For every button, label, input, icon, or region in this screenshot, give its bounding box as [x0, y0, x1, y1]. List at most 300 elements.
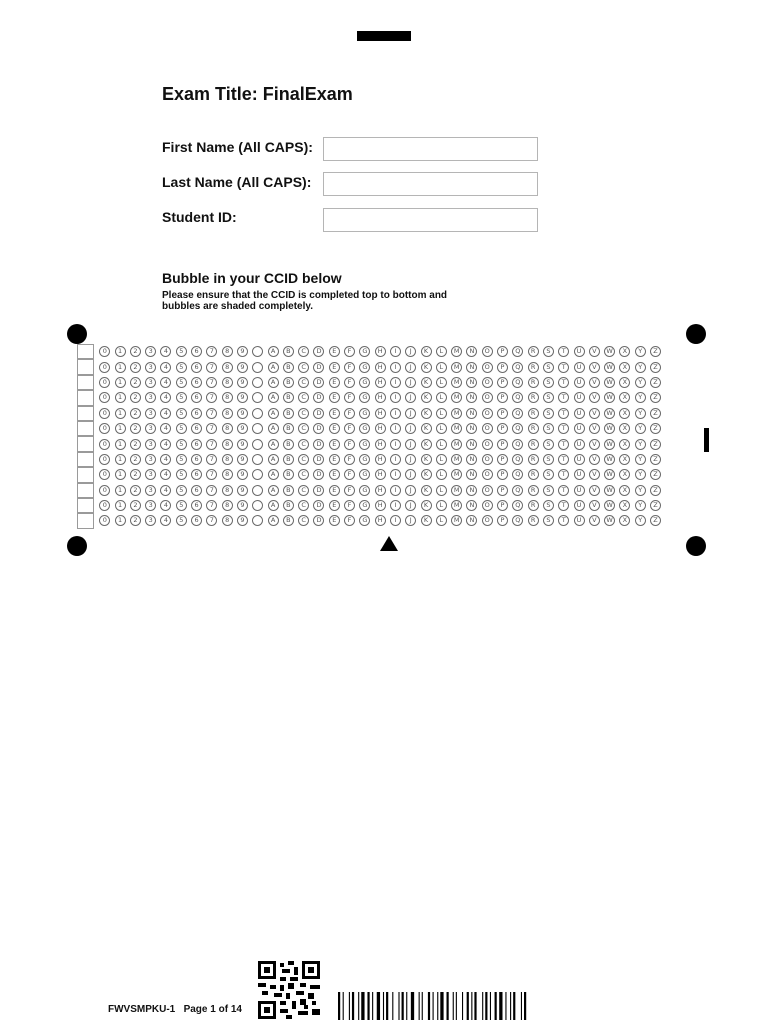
ccid-bubble[interactable]: U: [574, 346, 585, 357]
ccid-bubble[interactable]: E: [329, 423, 340, 434]
ccid-bubble[interactable]: Z: [650, 362, 661, 373]
ccid-bubble[interactable]: J: [405, 377, 416, 388]
ccid-bubble[interactable]: B: [283, 346, 294, 357]
ccid-write-in-box[interactable]: [77, 375, 94, 390]
ccid-bubble[interactable]: X: [619, 500, 630, 511]
ccid-bubble[interactable]: 3: [145, 469, 156, 480]
ccid-bubble[interactable]: K: [421, 362, 432, 373]
ccid-bubble[interactable]: O: [482, 485, 493, 496]
ccid-bubble[interactable]: A: [268, 469, 279, 480]
ccid-bubble[interactable]: X: [619, 439, 630, 450]
ccid-bubble[interactable]: 0: [99, 408, 110, 419]
ccid-bubble[interactable]: 7: [206, 423, 217, 434]
ccid-bubble[interactable]: 3: [145, 500, 156, 511]
ccid-bubble[interactable]: A: [268, 408, 279, 419]
ccid-bubble[interactable]: C: [298, 469, 309, 480]
ccid-bubble[interactable]: B: [283, 377, 294, 388]
ccid-bubble[interactable]: K: [421, 392, 432, 403]
ccid-bubble[interactable]: C: [298, 439, 309, 450]
ccid-bubble[interactable]: H: [375, 439, 386, 450]
ccid-bubble[interactable]: X: [619, 454, 630, 465]
ccid-bubble[interactable]: Z: [650, 346, 661, 357]
ccid-bubble[interactable]: U: [574, 515, 585, 526]
ccid-bubble[interactable]: G: [359, 392, 370, 403]
ccid-bubble[interactable]: Y: [635, 423, 646, 434]
ccid-bubble[interactable]: H: [375, 392, 386, 403]
ccid-bubble[interactable]: L: [436, 439, 447, 450]
ccid-bubble[interactable]: 7: [206, 454, 217, 465]
ccid-bubble[interactable]: 9: [237, 515, 248, 526]
ccid-bubble[interactable]: 6: [191, 515, 202, 526]
ccid-bubble[interactable]: P: [497, 392, 508, 403]
ccid-bubble[interactable]: 5: [176, 515, 187, 526]
ccid-bubble[interactable]: X: [619, 515, 630, 526]
ccid-bubble[interactable]: Y: [635, 454, 646, 465]
ccid-bubble[interactable]: R: [528, 423, 539, 434]
ccid-bubble[interactable]: G: [359, 362, 370, 373]
ccid-bubble[interactable]: 6: [191, 346, 202, 357]
ccid-bubble[interactable]: L: [436, 423, 447, 434]
ccid-bubble[interactable]: 3: [145, 485, 156, 496]
ccid-bubble[interactable]: 3: [145, 346, 156, 357]
ccid-bubble[interactable]: O: [482, 408, 493, 419]
ccid-bubble[interactable]: 5: [176, 392, 187, 403]
ccid-bubble[interactable]: S: [543, 377, 554, 388]
ccid-bubble[interactable]: Q: [512, 392, 523, 403]
ccid-bubble[interactable]: E: [329, 408, 340, 419]
ccid-bubble[interactable]: 7: [206, 392, 217, 403]
ccid-bubble[interactable]: S: [543, 362, 554, 373]
ccid-bubble[interactable]: D: [313, 392, 324, 403]
ccid-bubble[interactable]: 3: [145, 408, 156, 419]
ccid-bubble[interactable]: 0: [99, 469, 110, 480]
ccid-bubble[interactable]: 9: [237, 346, 248, 357]
ccid-bubble[interactable]: 8: [222, 392, 233, 403]
ccid-write-in-box[interactable]: [77, 498, 94, 513]
ccid-bubble[interactable]: Z: [650, 469, 661, 480]
ccid-bubble[interactable]: T: [558, 362, 569, 373]
ccid-bubble[interactable]: I: [390, 362, 401, 373]
ccid-bubble[interactable]: Y: [635, 439, 646, 450]
ccid-bubble[interactable]: 4: [160, 500, 171, 511]
ccid-bubble[interactable]: R: [528, 454, 539, 465]
ccid-bubble[interactable]: E: [329, 377, 340, 388]
ccid-bubble[interactable]: D: [313, 362, 324, 373]
ccid-bubble[interactable]: V: [589, 377, 600, 388]
ccid-bubble[interactable]: U: [574, 439, 585, 450]
ccid-bubble[interactable]: B: [283, 362, 294, 373]
ccid-bubble[interactable]: 4: [160, 515, 171, 526]
ccid-bubble[interactable]: T: [558, 423, 569, 434]
ccid-bubble[interactable]: J: [405, 392, 416, 403]
ccid-bubble[interactable]: I: [390, 377, 401, 388]
ccid-bubble[interactable]: N: [466, 439, 477, 450]
ccid-bubble[interactable]: 6: [191, 423, 202, 434]
ccid-bubble[interactable]: 8: [222, 500, 233, 511]
ccid-bubble[interactable]: 8: [222, 469, 233, 480]
ccid-bubble[interactable]: 4: [160, 469, 171, 480]
ccid-bubble[interactable]: W: [604, 485, 615, 496]
ccid-bubble[interactable]: 5: [176, 500, 187, 511]
ccid-bubble[interactable]: J: [405, 500, 416, 511]
ccid-bubble[interactable]: C: [298, 423, 309, 434]
ccid-bubble[interactable]: R: [528, 439, 539, 450]
ccid-bubble[interactable]: L: [436, 346, 447, 357]
ccid-bubble[interactable]: 9: [237, 469, 248, 480]
ccid-bubble[interactable]: U: [574, 423, 585, 434]
ccid-bubble[interactable]: M: [451, 346, 462, 357]
ccid-bubble[interactable]: 1: [115, 377, 126, 388]
ccid-bubble[interactable]: 3: [145, 423, 156, 434]
ccid-bubble[interactable]: M: [451, 469, 462, 480]
ccid-bubble[interactable]: 9: [237, 377, 248, 388]
ccid-bubble[interactable]: T: [558, 485, 569, 496]
ccid-bubble[interactable]: 5: [176, 454, 187, 465]
ccid-bubble[interactable]: K: [421, 515, 432, 526]
ccid-bubble[interactable]: 2: [130, 346, 141, 357]
ccid-bubble[interactable]: K: [421, 454, 432, 465]
ccid-bubble[interactable]: E: [329, 346, 340, 357]
ccid-bubble[interactable]: Z: [650, 439, 661, 450]
ccid-bubble[interactable]: O: [482, 515, 493, 526]
ccid-bubble[interactable]: Z: [650, 454, 661, 465]
ccid-bubble[interactable]: J: [405, 469, 416, 480]
ccid-bubble[interactable]: T: [558, 392, 569, 403]
ccid-bubble[interactable]: S: [543, 423, 554, 434]
ccid-bubble[interactable]: 1: [115, 439, 126, 450]
ccid-bubble[interactable]: F: [344, 362, 355, 373]
ccid-bubble[interactable]: T: [558, 439, 569, 450]
ccid-bubble[interactable]: Q: [512, 408, 523, 419]
ccid-bubble[interactable]: L: [436, 485, 447, 496]
ccid-bubble[interactable]: V: [589, 346, 600, 357]
ccid-bubble[interactable]: W: [604, 454, 615, 465]
ccid-bubble[interactable]: 4: [160, 408, 171, 419]
ccid-bubble[interactable]: C: [298, 346, 309, 357]
ccid-bubble[interactable]: [252, 439, 263, 450]
ccid-bubble[interactable]: B: [283, 408, 294, 419]
ccid-bubble[interactable]: K: [421, 469, 432, 480]
ccid-bubble[interactable]: 1: [115, 454, 126, 465]
ccid-bubble[interactable]: Y: [635, 515, 646, 526]
ccid-bubble[interactable]: G: [359, 408, 370, 419]
ccid-bubble[interactable]: 0: [99, 423, 110, 434]
ccid-bubble[interactable]: X: [619, 485, 630, 496]
ccid-bubble[interactable]: 1: [115, 392, 126, 403]
ccid-bubble[interactable]: 1: [115, 485, 126, 496]
ccid-bubble[interactable]: 5: [176, 485, 187, 496]
ccid-bubble[interactable]: E: [329, 515, 340, 526]
ccid-bubble[interactable]: H: [375, 377, 386, 388]
ccid-bubble[interactable]: V: [589, 439, 600, 450]
ccid-bubble[interactable]: F: [344, 500, 355, 511]
ccid-bubble[interactable]: 4: [160, 377, 171, 388]
ccid-bubble[interactable]: A: [268, 392, 279, 403]
ccid-bubble[interactable]: N: [466, 423, 477, 434]
ccid-bubble[interactable]: S: [543, 439, 554, 450]
ccid-bubble[interactable]: H: [375, 485, 386, 496]
ccid-bubble[interactable]: E: [329, 362, 340, 373]
ccid-bubble[interactable]: 2: [130, 485, 141, 496]
ccid-write-in-box[interactable]: [77, 452, 94, 467]
ccid-bubble[interactable]: J: [405, 423, 416, 434]
ccid-bubble[interactable]: I: [390, 515, 401, 526]
ccid-bubble[interactable]: P: [497, 346, 508, 357]
ccid-bubble[interactable]: 6: [191, 485, 202, 496]
ccid-bubble[interactable]: W: [604, 362, 615, 373]
ccid-bubble[interactable]: F: [344, 469, 355, 480]
ccid-bubble[interactable]: W: [604, 500, 615, 511]
ccid-bubble[interactable]: P: [497, 362, 508, 373]
ccid-bubble[interactable]: 5: [176, 423, 187, 434]
ccid-bubble[interactable]: E: [329, 500, 340, 511]
ccid-bubble[interactable]: D: [313, 469, 324, 480]
ccid-bubble[interactable]: D: [313, 346, 324, 357]
ccid-bubble[interactable]: U: [574, 500, 585, 511]
ccid-bubble[interactable]: W: [604, 469, 615, 480]
ccid-bubble[interactable]: 5: [176, 439, 187, 450]
ccid-bubble[interactable]: S: [543, 469, 554, 480]
ccid-bubble[interactable]: D: [313, 515, 324, 526]
ccid-bubble[interactable]: Y: [635, 469, 646, 480]
ccid-bubble[interactable]: W: [604, 439, 615, 450]
ccid-bubble[interactable]: P: [497, 500, 508, 511]
ccid-bubble[interactable]: C: [298, 485, 309, 496]
ccid-bubble[interactable]: Q: [512, 439, 523, 450]
ccid-bubble[interactable]: T: [558, 454, 569, 465]
ccid-bubble[interactable]: 5: [176, 377, 187, 388]
ccid-bubble[interactable]: 4: [160, 346, 171, 357]
ccid-write-in-box[interactable]: [77, 421, 94, 436]
ccid-bubble[interactable]: T: [558, 500, 569, 511]
ccid-bubble[interactable]: V: [589, 454, 600, 465]
ccid-bubble[interactable]: 9: [237, 439, 248, 450]
ccid-bubble[interactable]: T: [558, 377, 569, 388]
ccid-bubble[interactable]: R: [528, 469, 539, 480]
ccid-bubble[interactable]: V: [589, 515, 600, 526]
ccid-bubble[interactable]: 2: [130, 408, 141, 419]
ccid-bubble[interactable]: M: [451, 454, 462, 465]
ccid-bubble[interactable]: [252, 377, 263, 388]
ccid-bubble[interactable]: J: [405, 485, 416, 496]
ccid-bubble[interactable]: N: [466, 469, 477, 480]
ccid-bubble[interactable]: M: [451, 377, 462, 388]
ccid-bubble[interactable]: Q: [512, 377, 523, 388]
ccid-bubble[interactable]: F: [344, 485, 355, 496]
ccid-bubble[interactable]: Z: [650, 423, 661, 434]
ccid-bubble[interactable]: U: [574, 408, 585, 419]
ccid-bubble[interactable]: L: [436, 362, 447, 373]
ccid-bubble[interactable]: 5: [176, 362, 187, 373]
ccid-bubble[interactable]: 9: [237, 408, 248, 419]
ccid-bubble[interactable]: 6: [191, 454, 202, 465]
ccid-bubble[interactable]: H: [375, 500, 386, 511]
ccid-bubble[interactable]: 2: [130, 500, 141, 511]
ccid-bubble[interactable]: J: [405, 408, 416, 419]
ccid-bubble[interactable]: U: [574, 469, 585, 480]
ccid-bubble[interactable]: B: [283, 423, 294, 434]
ccid-bubble[interactable]: [252, 423, 263, 434]
ccid-bubble[interactable]: E: [329, 454, 340, 465]
ccid-bubble[interactable]: O: [482, 346, 493, 357]
ccid-bubble[interactable]: 9: [237, 500, 248, 511]
ccid-bubble[interactable]: 3: [145, 515, 156, 526]
ccid-bubble[interactable]: A: [268, 454, 279, 465]
ccid-bubble[interactable]: R: [528, 500, 539, 511]
ccid-bubble[interactable]: 2: [130, 392, 141, 403]
ccid-bubble[interactable]: Z: [650, 408, 661, 419]
ccid-bubble[interactable]: P: [497, 439, 508, 450]
ccid-bubble[interactable]: L: [436, 408, 447, 419]
ccid-bubble[interactable]: 3: [145, 454, 156, 465]
ccid-bubble[interactable]: S: [543, 515, 554, 526]
ccid-bubble[interactable]: D: [313, 439, 324, 450]
ccid-bubble[interactable]: R: [528, 377, 539, 388]
ccid-bubble[interactable]: D: [313, 454, 324, 465]
ccid-bubble[interactable]: C: [298, 377, 309, 388]
ccid-bubble[interactable]: 4: [160, 362, 171, 373]
last-name-field[interactable]: [323, 172, 538, 196]
ccid-bubble[interactable]: [252, 469, 263, 480]
ccid-bubble[interactable]: O: [482, 500, 493, 511]
ccid-bubble[interactable]: N: [466, 346, 477, 357]
ccid-bubble[interactable]: Z: [650, 500, 661, 511]
ccid-bubble[interactable]: Z: [650, 392, 661, 403]
ccid-bubble[interactable]: 7: [206, 377, 217, 388]
ccid-bubble[interactable]: 2: [130, 469, 141, 480]
ccid-bubble[interactable]: I: [390, 500, 401, 511]
ccid-bubble[interactable]: 9: [237, 423, 248, 434]
ccid-write-in-box[interactable]: [77, 467, 94, 482]
ccid-bubble[interactable]: K: [421, 346, 432, 357]
ccid-bubble[interactable]: C: [298, 392, 309, 403]
ccid-bubble[interactable]: S: [543, 346, 554, 357]
ccid-bubble[interactable]: D: [313, 377, 324, 388]
ccid-bubble[interactable]: Z: [650, 377, 661, 388]
ccid-bubble[interactable]: M: [451, 392, 462, 403]
ccid-bubble[interactable]: M: [451, 362, 462, 373]
ccid-bubble[interactable]: E: [329, 392, 340, 403]
ccid-bubble[interactable]: P: [497, 469, 508, 480]
ccid-bubble[interactable]: U: [574, 454, 585, 465]
ccid-bubble[interactable]: 4: [160, 439, 171, 450]
ccid-bubble[interactable]: M: [451, 423, 462, 434]
ccid-bubble[interactable]: Y: [635, 377, 646, 388]
ccid-bubble[interactable]: A: [268, 423, 279, 434]
ccid-bubble[interactable]: 1: [115, 515, 126, 526]
ccid-bubble[interactable]: D: [313, 423, 324, 434]
ccid-bubble[interactable]: P: [497, 423, 508, 434]
ccid-bubble[interactable]: Y: [635, 500, 646, 511]
ccid-bubble[interactable]: A: [268, 500, 279, 511]
ccid-bubble[interactable]: X: [619, 408, 630, 419]
ccid-bubble[interactable]: 5: [176, 346, 187, 357]
ccid-bubble[interactable]: 9: [237, 392, 248, 403]
ccid-bubble[interactable]: R: [528, 362, 539, 373]
ccid-bubble[interactable]: F: [344, 454, 355, 465]
ccid-bubble[interactable]: N: [466, 408, 477, 419]
ccid-bubble[interactable]: 1: [115, 408, 126, 419]
ccid-bubble[interactable]: 2: [130, 377, 141, 388]
ccid-bubble[interactable]: 1: [115, 362, 126, 373]
ccid-bubble[interactable]: J: [405, 515, 416, 526]
ccid-bubble[interactable]: 9: [237, 454, 248, 465]
ccid-bubble[interactable]: G: [359, 500, 370, 511]
ccid-bubble[interactable]: W: [604, 408, 615, 419]
ccid-bubble[interactable]: 8: [222, 515, 233, 526]
ccid-bubble[interactable]: D: [313, 485, 324, 496]
ccid-bubble[interactable]: K: [421, 500, 432, 511]
ccid-bubble[interactable]: W: [604, 346, 615, 357]
ccid-bubble[interactable]: 2: [130, 362, 141, 373]
ccid-bubble[interactable]: C: [298, 408, 309, 419]
ccid-bubble[interactable]: V: [589, 469, 600, 480]
ccid-bubble[interactable]: P: [497, 485, 508, 496]
ccid-bubble[interactable]: A: [268, 377, 279, 388]
ccid-bubble[interactable]: [252, 408, 263, 419]
ccid-bubble[interactable]: 0: [99, 500, 110, 511]
ccid-bubble[interactable]: F: [344, 408, 355, 419]
ccid-bubble[interactable]: I: [390, 469, 401, 480]
ccid-bubble[interactable]: Q: [512, 362, 523, 373]
ccid-bubble[interactable]: K: [421, 485, 432, 496]
ccid-bubble[interactable]: L: [436, 392, 447, 403]
ccid-bubble[interactable]: V: [589, 362, 600, 373]
ccid-bubble[interactable]: 7: [206, 485, 217, 496]
student-id-field[interactable]: [323, 208, 538, 232]
ccid-bubble[interactable]: M: [451, 485, 462, 496]
ccid-bubble[interactable]: L: [436, 377, 447, 388]
ccid-bubble[interactable]: T: [558, 346, 569, 357]
ccid-bubble[interactable]: Z: [650, 485, 661, 496]
ccid-bubble[interactable]: 0: [99, 485, 110, 496]
ccid-bubble[interactable]: L: [436, 500, 447, 511]
ccid-bubble[interactable]: 2: [130, 515, 141, 526]
ccid-bubble[interactable]: Y: [635, 346, 646, 357]
ccid-bubble[interactable]: 8: [222, 346, 233, 357]
ccid-bubble[interactable]: O: [482, 469, 493, 480]
ccid-bubble[interactable]: G: [359, 439, 370, 450]
ccid-bubble[interactable]: W: [604, 515, 615, 526]
ccid-bubble[interactable]: S: [543, 485, 554, 496]
ccid-bubble[interactable]: V: [589, 408, 600, 419]
ccid-bubble[interactable]: 4: [160, 392, 171, 403]
ccid-bubble[interactable]: [252, 362, 263, 373]
ccid-bubble[interactable]: Q: [512, 485, 523, 496]
ccid-bubble[interactable]: [252, 392, 263, 403]
ccid-bubble[interactable]: [252, 454, 263, 465]
ccid-bubble[interactable]: B: [283, 392, 294, 403]
ccid-bubble[interactable]: H: [375, 454, 386, 465]
ccid-bubble[interactable]: G: [359, 454, 370, 465]
ccid-bubble[interactable]: Y: [635, 392, 646, 403]
ccid-bubble[interactable]: C: [298, 362, 309, 373]
ccid-bubble[interactable]: 0: [99, 392, 110, 403]
ccid-bubble[interactable]: U: [574, 392, 585, 403]
ccid-bubble[interactable]: 1: [115, 423, 126, 434]
ccid-bubble[interactable]: 2: [130, 454, 141, 465]
ccid-bubble[interactable]: F: [344, 515, 355, 526]
ccid-bubble[interactable]: J: [405, 346, 416, 357]
ccid-bubble[interactable]: B: [283, 515, 294, 526]
ccid-bubble[interactable]: H: [375, 346, 386, 357]
ccid-bubble[interactable]: 2: [130, 439, 141, 450]
ccid-bubble[interactable]: N: [466, 362, 477, 373]
ccid-bubble[interactable]: I: [390, 439, 401, 450]
ccid-bubble[interactable]: 8: [222, 439, 233, 450]
ccid-bubble[interactable]: C: [298, 500, 309, 511]
ccid-bubble[interactable]: 6: [191, 392, 202, 403]
